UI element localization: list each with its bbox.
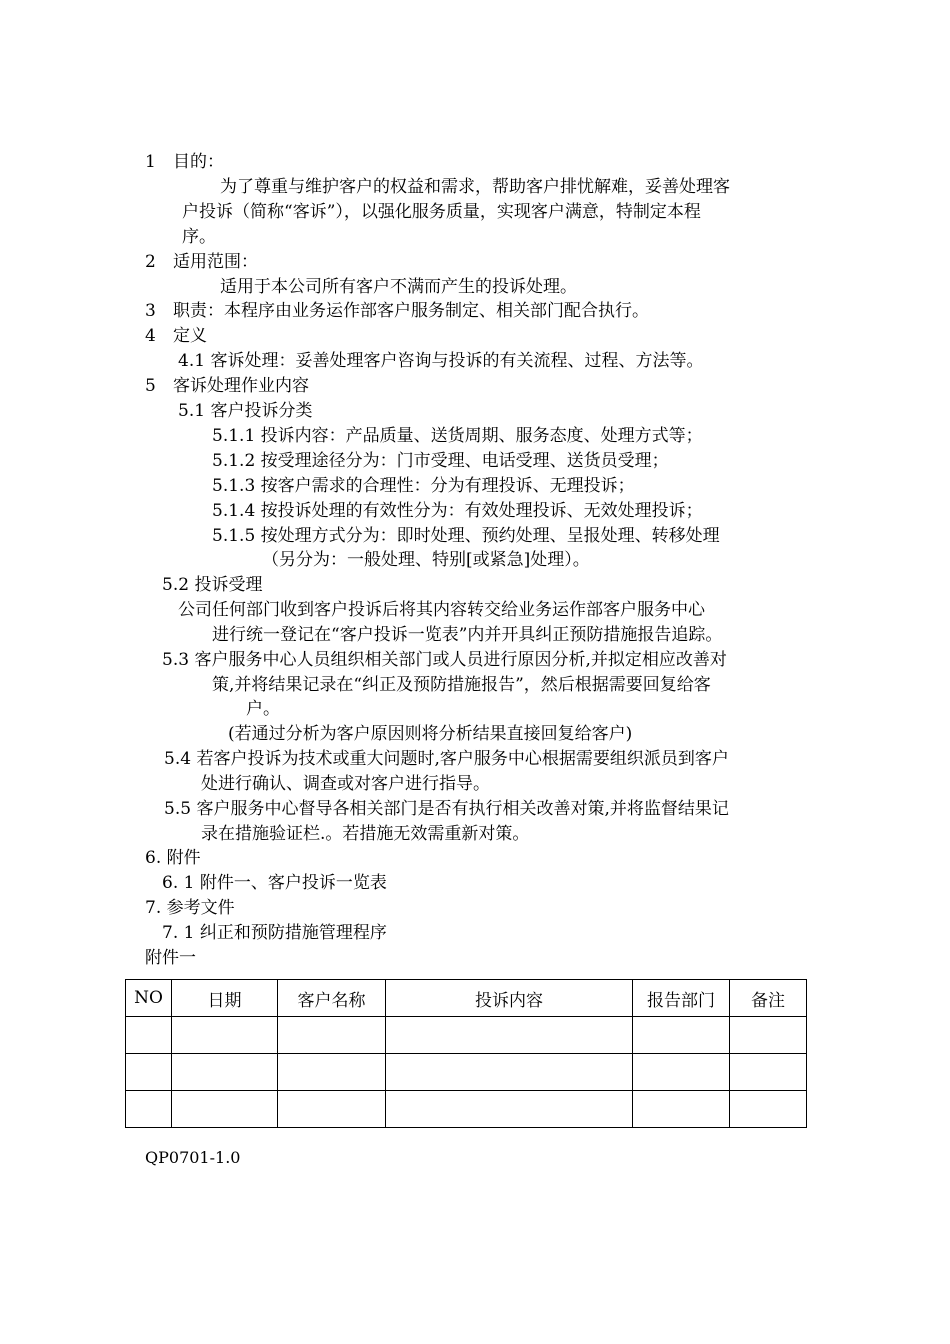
section-5-5-text: 录在措施验证栏.。若措施无效需重新对策。 (201, 824, 530, 844)
attachment-title: 附件一 (145, 948, 196, 968)
table-cell (126, 1054, 172, 1091)
section-5-4-text: 处进行确认、调查或对客户进行指导。 (201, 774, 490, 794)
section-5-2-text: 进行统一登记在“客户投诉一览表”内并开具纠正预防措施报告追踪。 (212, 625, 723, 645)
section-5-5: 5.5 客户服务中心督导各相关部门是否有执行相关改善对策,并将监督结果记 (164, 799, 729, 819)
table-cell (172, 1054, 278, 1091)
table-cell (278, 1017, 386, 1054)
section-5-1-5: 5.1.5 按处理方式分为：即时处理、预约处理、呈报处理、转移处理 (212, 526, 720, 546)
section-3: 3 职责：本程序由业务运作部客户服务制定、相关部门配合执行。 (145, 301, 649, 321)
table-cell (126, 1091, 172, 1128)
section-5-1-2: 5.1.2 按受理途径分为：门市受理、电话受理、送货员受理； (212, 451, 669, 471)
section-2-heading: 2 适用范围： (145, 252, 258, 272)
section-5-1-5-cont: （另分为：一般处理、特别[或紧急]处理）。 (262, 550, 590, 570)
section-5-4: 5.4 若客户投诉为技术或重大问题时,客户服务中心根据需要组织派员到客户 (164, 749, 729, 769)
section-5-heading: 5 客诉处理作业内容 (145, 376, 309, 396)
section-7-heading: 7. 参考文件 (145, 898, 235, 918)
section-1-heading: 1 目的： (145, 152, 224, 172)
section-5-1-1: 5.1.1 投诉内容：产品质量、送货周期、服务态度、处理方式等； (212, 426, 703, 446)
col-report-department: 报告部门 (633, 980, 730, 1017)
section-1-text: 序。 (182, 227, 216, 247)
col-date: 日期 (172, 980, 278, 1017)
section-1-text: 为了尊重与维护客户的权益和需求，帮助客户排忧解难，妥善处理客 (220, 177, 730, 197)
table-cell (386, 1091, 633, 1128)
table-cell (278, 1091, 386, 1128)
section-2-text: 适用于本公司所有客户不满而产生的投诉处理。 (220, 277, 577, 297)
section-5-3-text: 策,并将结果记录在“纠正及预防措施报告”，然后根据需要回复给客 (212, 675, 711, 695)
section-5-3-note: (若通过分析为客户原因则将分析结果直接回复给客户) (228, 724, 633, 744)
table-cell (730, 1017, 807, 1054)
col-no: NO (126, 980, 172, 1017)
section-4-1: 4.1 客诉处理：妥善处理客户咨询与投诉的有关流程、过程、方法等。 (178, 351, 704, 371)
table-cell (730, 1091, 807, 1128)
table-cell (172, 1017, 278, 1054)
section-6-1: 6. 1 附件一、客户投诉一览表 (162, 873, 387, 893)
section-5-3: 5.3 客户服务中心人员组织相关部门或人员进行原因分析,并拟定相应改善对 (162, 650, 727, 670)
table-cell (633, 1091, 730, 1128)
section-5-1-3: 5.1.3 按客户需求的合理性：分为有理投诉、无理投诉； (212, 476, 635, 496)
section-5-2: 5.2 投诉受理 (162, 575, 263, 595)
col-complaint-content: 投诉内容 (386, 980, 633, 1017)
section-5-1-4: 5.1.4 按投诉处理的有效性分为：有效处理投诉、无效处理投诉； (212, 501, 703, 521)
section-1-text: 户投诉（简称“客诉”），以强化服务质量，实现客户满意，特制定本程 (182, 202, 701, 222)
section-5-3-text: 户。 (246, 699, 280, 719)
table-cell (126, 1017, 172, 1054)
table-cell (172, 1091, 278, 1128)
section-4-heading: 4 定义 (145, 326, 207, 346)
section-5-1: 5.1 客户投诉分类 (178, 401, 313, 421)
table-cell (386, 1054, 633, 1091)
section-7-1: 7. 1 纠正和预防措施管理程序 (162, 923, 387, 943)
section-5-2-text: 公司任何部门收到客户投诉后将其内容转交给业务运作部客户服务中心 (178, 600, 705, 620)
table-cell (633, 1054, 730, 1091)
table-row (126, 1091, 807, 1128)
table-row (126, 1054, 807, 1091)
table-cell (730, 1054, 807, 1091)
section-6-heading: 6. 附件 (145, 848, 201, 868)
table-cell (633, 1017, 730, 1054)
document-code: QP0701-1.0 (145, 1148, 241, 1167)
table-row (126, 1017, 807, 1054)
col-remarks: 备注 (730, 980, 807, 1017)
complaint-list-table (125, 979, 807, 1128)
col-customer-name: 客户名称 (278, 980, 386, 1017)
table-header-row (126, 980, 807, 1017)
table-cell (386, 1017, 633, 1054)
table-cell (278, 1054, 386, 1091)
